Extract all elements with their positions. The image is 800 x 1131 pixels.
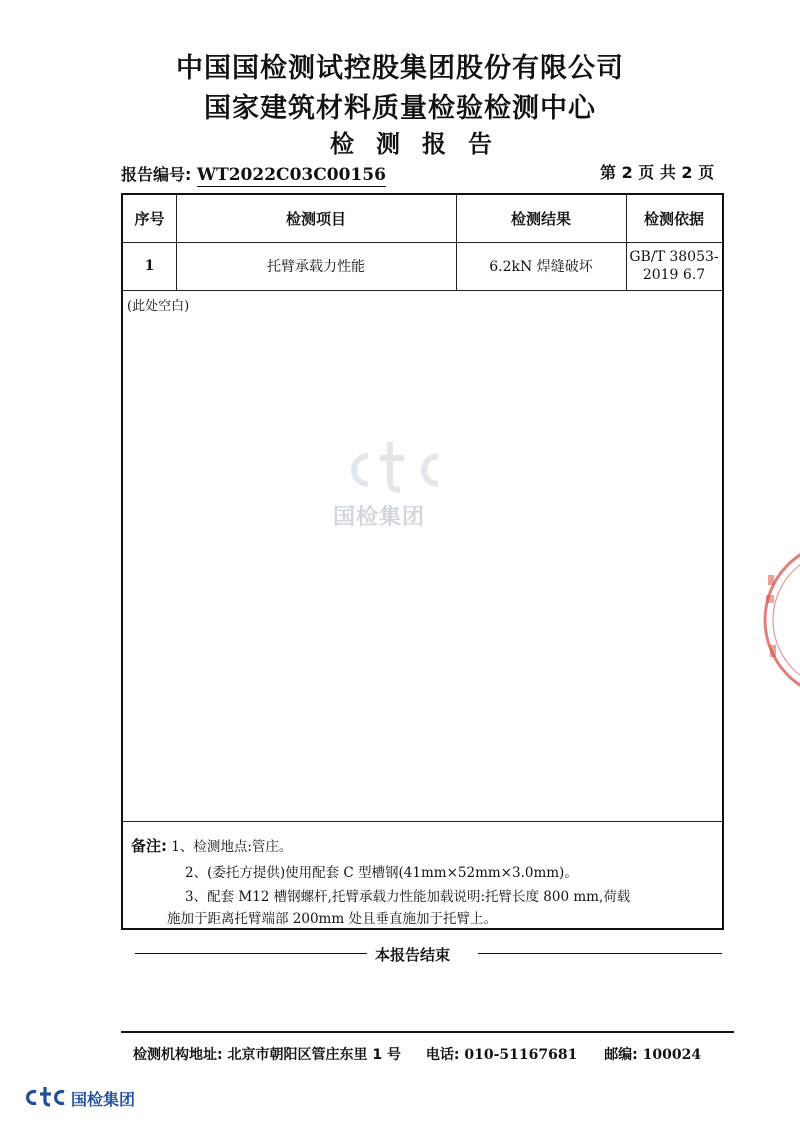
phone-label: 电话:	[425, 1047, 460, 1063]
report-title: 检测报告	[330, 130, 514, 158]
center-title: 国家建筑材料质量检验检测中心	[204, 93, 596, 124]
note-3-line1: 3、配套 M12 槽钢螺杆,托臂承载力性能加载说明:托臂长度 800 mm,荷载	[185, 889, 631, 905]
note-1-text: 1、检测地点:管庄。	[171, 839, 293, 855]
notes-divider	[123, 821, 722, 822]
row-result: 6.2kN 焊缝破坏	[489, 259, 593, 275]
report-table-frame	[121, 193, 724, 930]
ctc-logo-icon	[26, 1086, 68, 1108]
row-divider	[123, 290, 722, 291]
notes-label: 备注:	[131, 837, 167, 855]
postcode-label: 邮编:	[604, 1047, 638, 1063]
end-of-report: 本报告结束	[375, 946, 451, 964]
header-index: 序号	[134, 210, 165, 228]
seal-stamp-icon	[758, 535, 800, 705]
blank-note: (此处空白)	[127, 299, 190, 314]
end-line-left	[135, 953, 367, 954]
note-3-line2: 施加于距离托臂端部 200mm 处且垂直施加于托臂上。	[167, 911, 497, 927]
row-item: 托臂承载力性能	[267, 259, 365, 275]
report-number-label: 报告编号:	[121, 165, 192, 184]
row-index: 1	[144, 258, 155, 274]
end-line-right	[478, 953, 722, 954]
ctc-watermark-icon	[338, 436, 458, 496]
postcode-value: 100024	[642, 1047, 702, 1063]
row-basis-line1: GB/T 38053-	[629, 249, 719, 265]
address-divider	[121, 1031, 734, 1033]
address-label: 检测机构地址:	[133, 1047, 223, 1063]
watermark-text: 国检集团	[333, 505, 426, 530]
report-number	[121, 162, 386, 185]
header-result: 检测结果	[510, 210, 571, 228]
report-number-value: WT2022C03C00156	[196, 165, 386, 185]
row-basis	[626, 242, 722, 290]
note-1	[131, 835, 292, 856]
header-item: 检测项目	[285, 210, 346, 228]
page-info: 第 2 页 共 2 页	[600, 163, 715, 182]
note-2: 2、(委托方提供)使用配套 C 型槽钢(41mm×52mm×3.0mm)。	[185, 865, 578, 881]
address-value: 北京市朝阳区管庄东里 1 号	[227, 1047, 401, 1063]
address-bar	[133, 1044, 701, 1064]
org-title: 中国国检测试控股集团股份有限公司	[176, 53, 624, 84]
header-basis: 检测依据	[643, 210, 704, 228]
row-basis-line2: 2019 6.7	[642, 267, 706, 283]
phone-value: 010-51167681	[464, 1047, 578, 1063]
footer-brand: 国检集团	[71, 1090, 136, 1109]
